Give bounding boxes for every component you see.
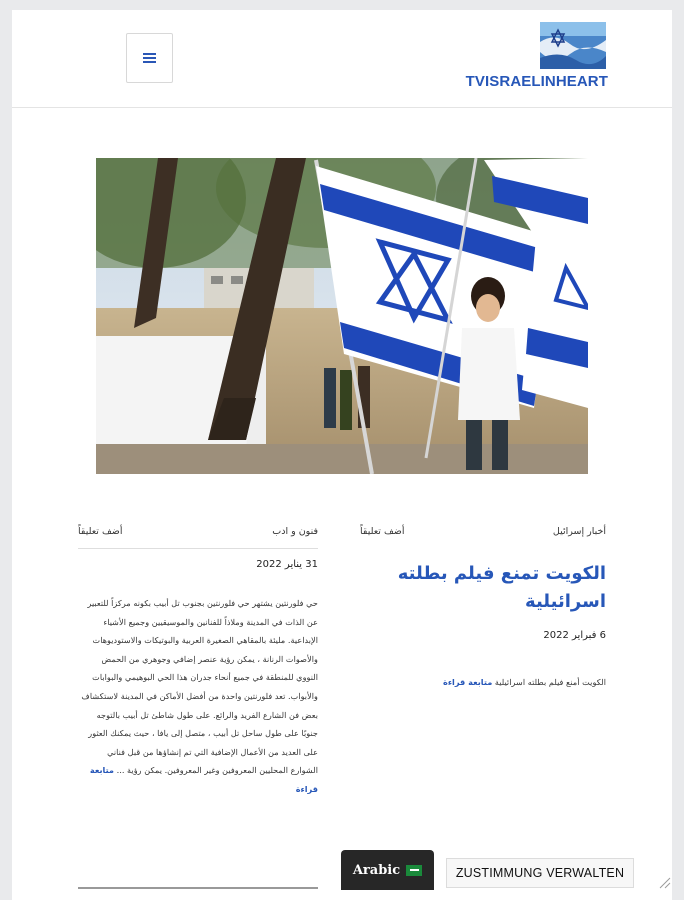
manage-consent-button[interactable]: ZUSTIMMUNG VERWALTEN xyxy=(446,858,634,888)
post-category[interactable]: أخبار إسرائيل xyxy=(552,525,606,537)
language-switcher-button[interactable] xyxy=(341,850,434,890)
resize-grip-icon[interactable] xyxy=(657,875,671,889)
post-excerpt-text: حي فلورنتين يشتهر حي فلورنتين بجنوب تل أبيب بكونه مركزاً للتعبير عن الذات في المدينة وملاذاً للفنانين والموسيقيين وجميع الأشياء الإبداعية. مليئة بالمقاهي الصغيرة العربية والبوتيكات والاستوديوهات والأصوات الرنانة ، يمكن رؤية عنصر إضافي وجوهري من الحمض النووي للمنطقة في جميع أنحاء جدران هذا الحي البوهيمي والبوابات والأبواب. تعد فلورنتين واحدة من أفضل الأماكن في المدينة لاستكشاف بعض فن الشارع الفريد والرائع. على طول شاطئ تل أبيب بالتوجه جنوبًا على طول ساحل تل أبيب ، متصل إلى يافا ، حيث يمكنك العثور على العديد من الأعمال الإضافية التي تم إنشاؤها من قبل فناني الشوارع المحليين المعروفين وغير المعروفين. يمكن رؤية ... xyxy=(81,598,318,776)
post-excerpt-text: الكويت أمنع فيلم بطلته اسرائيلية xyxy=(494,677,606,687)
post-excerpt xyxy=(360,673,606,692)
post-category[interactable]: فنون و ادب xyxy=(272,525,318,537)
comment-link[interactable]: أضف تعليقاً xyxy=(78,525,123,537)
post-date[interactable]: 6 فبراير 2022 xyxy=(543,630,606,641)
site-logo-icon[interactable] xyxy=(540,22,606,69)
saudi-flag-icon xyxy=(406,865,422,876)
site-title[interactable]: TVISRAELINHEART xyxy=(465,73,608,90)
page xyxy=(12,10,672,900)
read-more-link[interactable]: متابعة قراءة xyxy=(443,677,493,687)
post-date[interactable]: 31 يناير 2022 xyxy=(256,559,318,570)
menu-button[interactable] xyxy=(126,33,173,83)
post-excerpt xyxy=(78,594,318,799)
post-card xyxy=(360,522,606,692)
post-meta xyxy=(78,522,318,549)
post-title[interactable]: الكويت تمنع فيلم بطلته اسرائيلية xyxy=(397,563,606,612)
post-card xyxy=(78,522,318,799)
site-header xyxy=(12,10,672,108)
next-post-meta-partial xyxy=(78,880,318,890)
comment-link[interactable]: أضف تعليقاً xyxy=(360,525,405,537)
israeli-flags-photo[interactable] xyxy=(96,158,588,474)
post-meta xyxy=(360,522,606,540)
hamburger-menu-icon xyxy=(143,53,156,63)
language-label: Arabic xyxy=(352,862,401,878)
read-more-link[interactable]: متابعة قراءة xyxy=(89,765,318,794)
